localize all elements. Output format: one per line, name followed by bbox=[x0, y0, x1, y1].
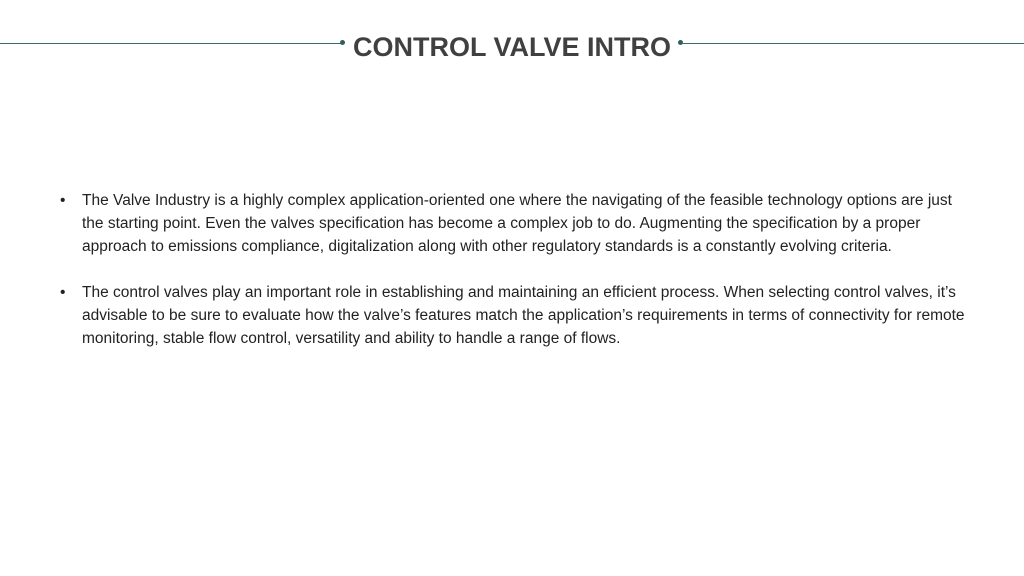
slide-title: CONTROL VALVE INTRO bbox=[352, 32, 671, 62]
bullet-item bbox=[60, 281, 975, 350]
bullet-icon: • bbox=[60, 192, 66, 209]
title-rule-left bbox=[0, 43, 343, 44]
bullet-text: The control valves play an important role in establishing and maintaining an efficient process. When selecting control valves, it’s advisable to be sure to evaluate how the valve’s features match the application’s requirements in terms of connectivity for remote monitoring, stable flow control, versatility and ability to handle a range of flows. bbox=[82, 284, 965, 347]
slide-content bbox=[60, 189, 975, 350]
bullet-icon: • bbox=[60, 284, 66, 301]
bullet-item bbox=[60, 189, 975, 258]
bullet-text: The Valve Industry is a highly complex application-oriented one where the navigating of the feasible technology options are just the starting point. Even the valves specification has become a complex job to do. Augmenting the specification by a proper approach to emissions compliance, digitalization along with other regulatory standards is a constantly evolving criteria. bbox=[82, 192, 952, 255]
title-rule-right bbox=[681, 43, 1024, 44]
